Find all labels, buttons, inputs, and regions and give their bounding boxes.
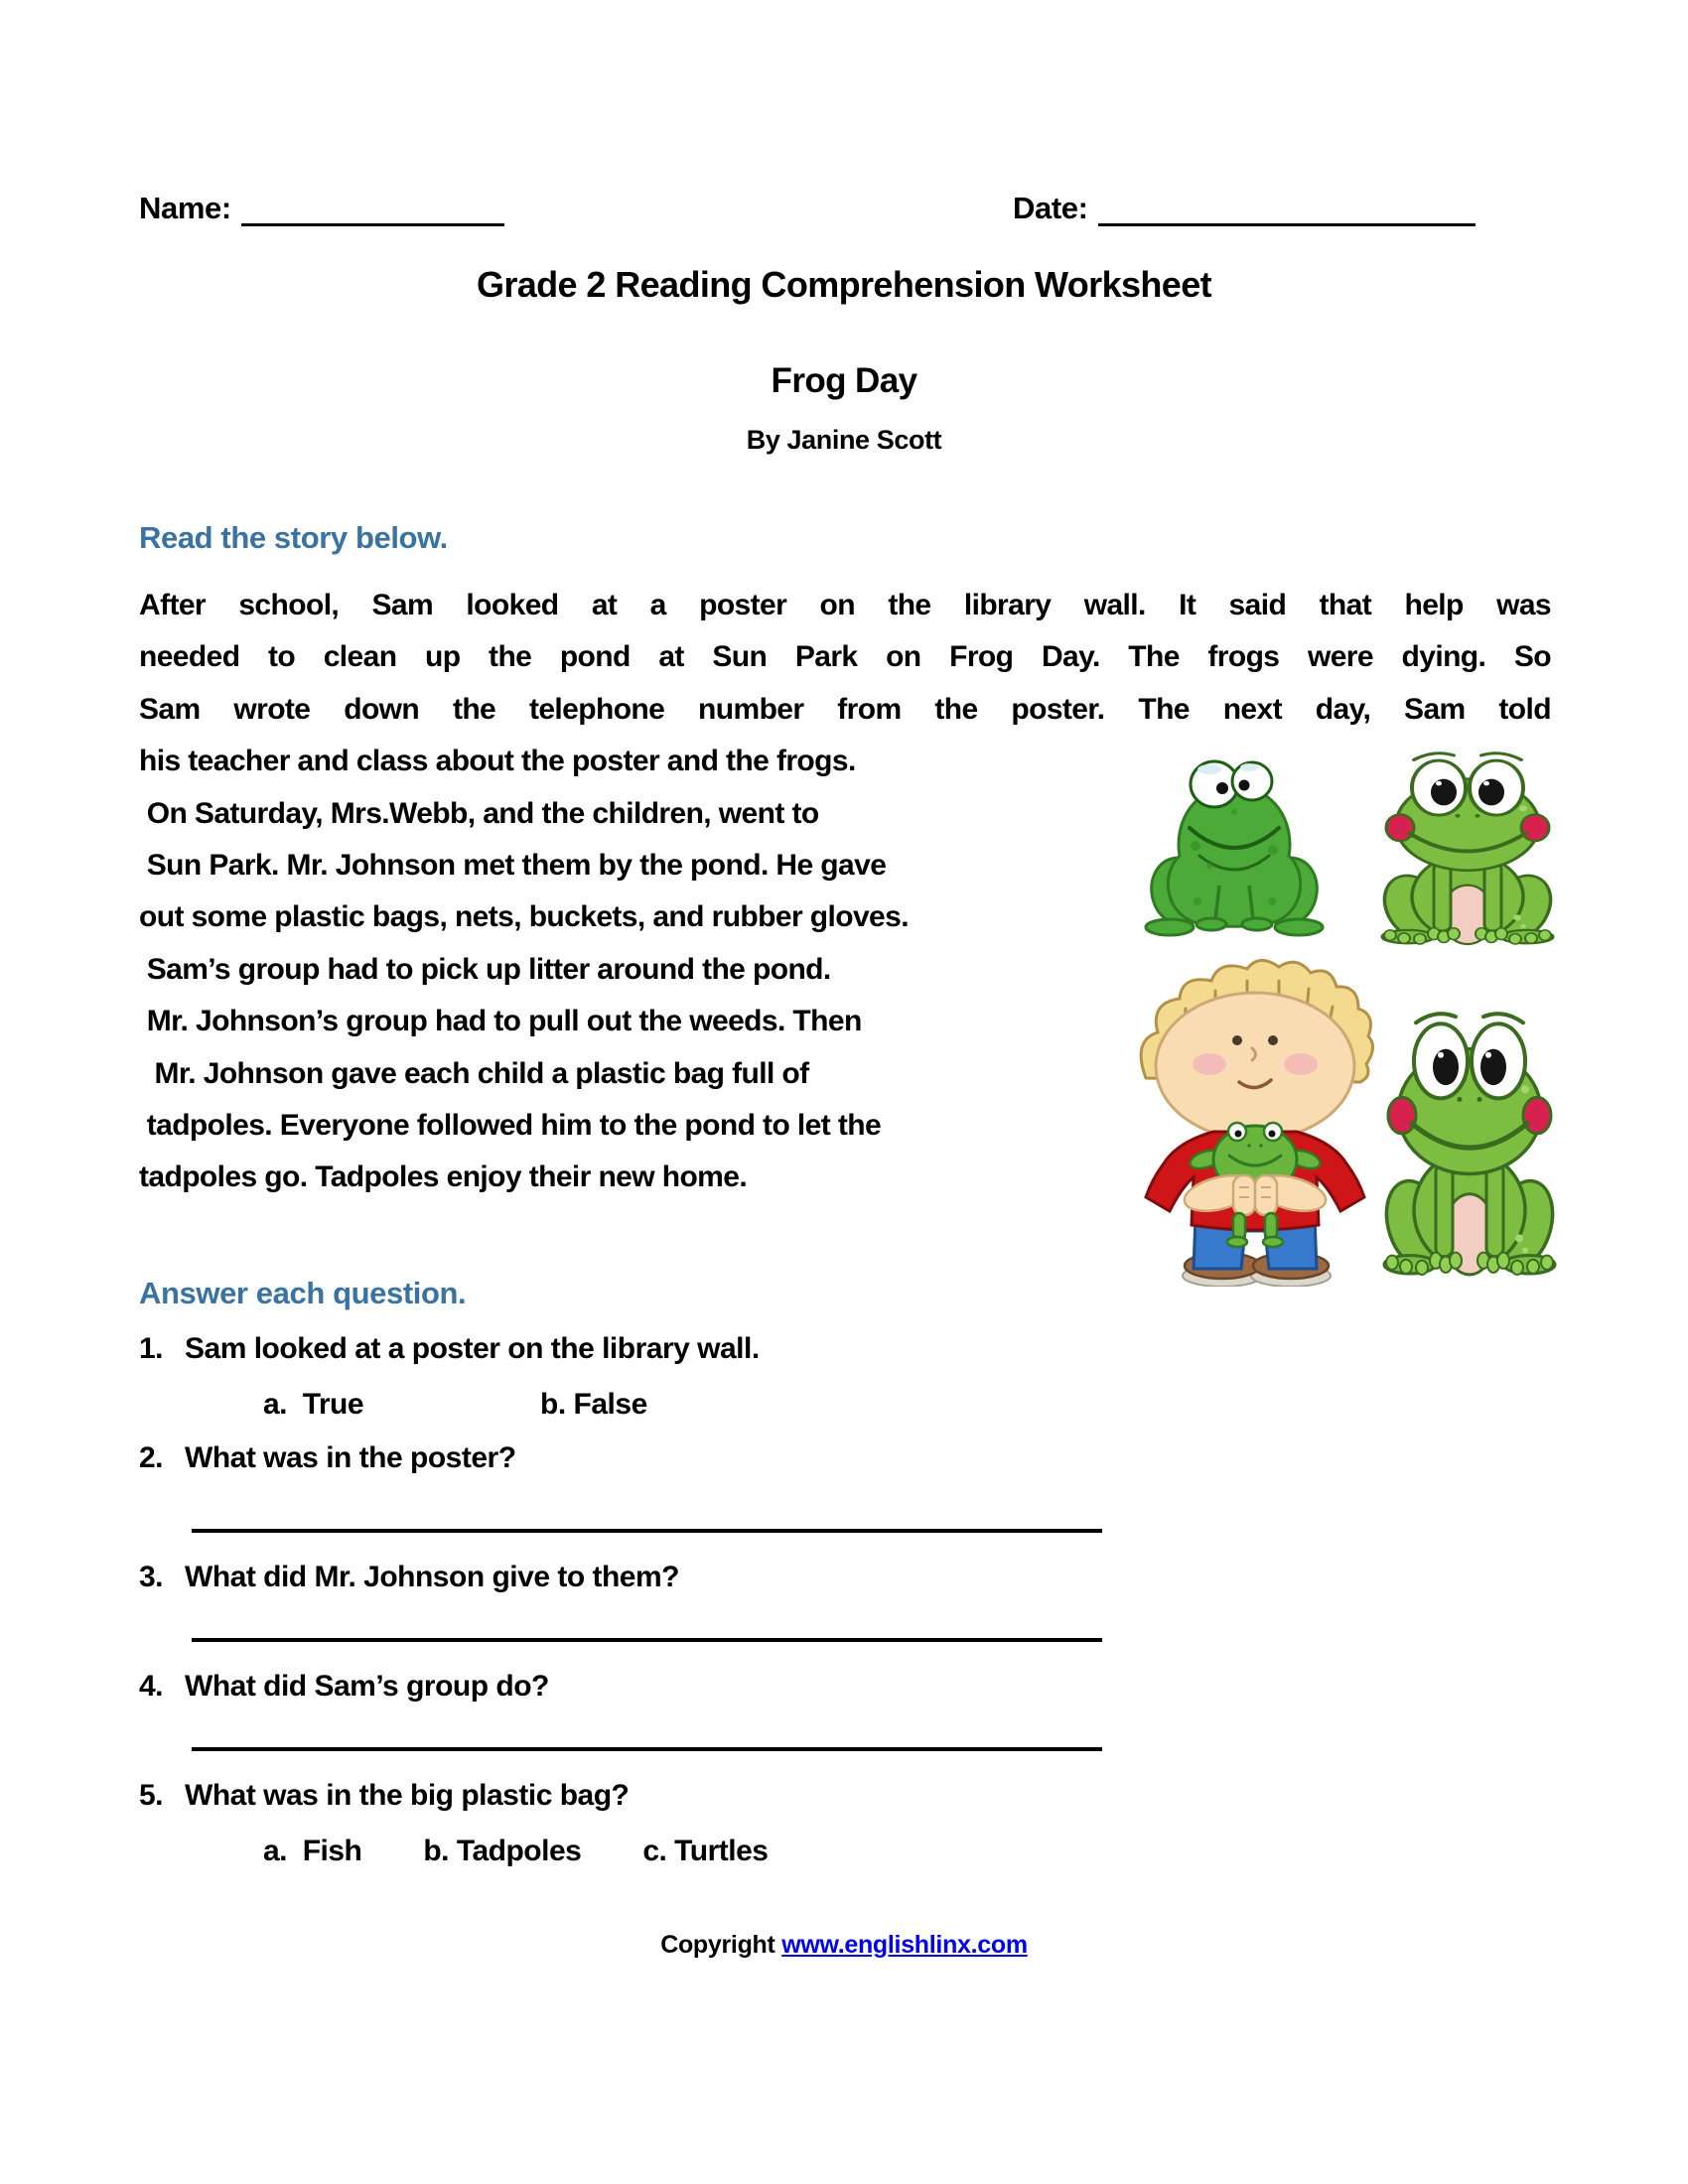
copyright-link[interactable]: www.englishlinx.com: [781, 1931, 1028, 1959]
date-label: Date:: [1013, 191, 1088, 225]
answer-line: [192, 1598, 1102, 1642]
copyright-label: Copyright: [660, 1931, 782, 1959]
page-title: Grade 2 Reading Comprehension Worksheet: [476, 264, 1212, 305]
question-number: 3.: [139, 1561, 164, 1593]
story-line: Mr. Johnson gave each child a plastic bag full of: [139, 1056, 809, 1090]
question-4: [139, 1670, 1549, 1704]
question-number: 2.: [139, 1441, 164, 1474]
story-line: out some plastic bags, nets, buckets, and rubber gloves.: [139, 900, 909, 934]
answer-line: [192, 1489, 1102, 1533]
story-title: Frog Day: [771, 361, 917, 400]
boy-holding-frog-clipart: [1120, 937, 1390, 1287]
option-c-turtles: c. Turtles: [642, 1835, 769, 1867]
question-2: [139, 1441, 1549, 1475]
frog-clipart-bottom-right: [1380, 1005, 1559, 1279]
question-1: [139, 1332, 1549, 1366]
frog-illustration: [1378, 747, 1557, 947]
option-a-true: a. True: [263, 1388, 364, 1421]
question-5: [139, 1779, 1549, 1813]
option-a-fish: a. Fish: [263, 1835, 362, 1867]
story-line: tadpoles. Everyone followed him to the pond to let the: [139, 1109, 882, 1143]
story-line: Sun Park. Mr. Johnson met them by the pond. He gave: [139, 849, 887, 883]
question-1-options: [139, 1388, 647, 1422]
question-text: What was in the big plastic bag?: [185, 1779, 630, 1812]
name-blank-line: [241, 193, 504, 226]
question-text: What did Mr. Johnson give to them?: [185, 1561, 679, 1593]
story-line: After school, Sam looked at a poster on the library wall. It said that help was: [139, 589, 1551, 621]
footer: [0, 1931, 1688, 1960]
question-number: 1.: [139, 1332, 164, 1365]
frog-clipart-top-right: [1378, 747, 1557, 947]
frog-clipart-top-left: [1140, 754, 1329, 943]
question-text: What was in the poster?: [185, 1441, 516, 1474]
story-line: Mr. Johnson’s group had to pull out the weeds. Then: [139, 1005, 862, 1038]
answer-questions-heading: Answer each question.: [139, 1276, 467, 1310]
frog-illustration: [1140, 754, 1329, 943]
story-line: Sam’s group had to pick up litter around the pond.: [139, 952, 831, 986]
story-line: On Saturday, Mrs.Webb, and the children, went to: [139, 796, 819, 830]
read-story-heading: Read the story below.: [139, 520, 448, 555]
answer-line: [192, 1707, 1102, 1751]
date-blank-line: [1098, 193, 1476, 226]
date-field: [1013, 191, 1476, 226]
question-text: What did Sam’s group do?: [185, 1670, 549, 1703]
name-label: Name:: [139, 191, 231, 225]
story-line: Sam wrote down the telephone number from the poster. The next day, Sam told: [139, 692, 1551, 726]
boy-illustration: [1120, 937, 1390, 1287]
question-text: Sam looked at a poster on the library wall.: [185, 1332, 760, 1365]
name-field: [139, 191, 504, 226]
story-line: tadpoles go. Tadpoles enjoy their new home.: [139, 1160, 748, 1194]
story-byline: By Janine Scott: [746, 425, 942, 455]
option-b-false: b. False: [540, 1388, 647, 1421]
question-3: [139, 1561, 1549, 1594]
question-5-options: [139, 1835, 768, 1868]
story-line: needed to clean up the pond at Sun Park on Frog Day. The frogs were dying. So: [139, 640, 1551, 674]
question-number: 4.: [139, 1670, 164, 1703]
question-number: 5.: [139, 1779, 164, 1812]
option-b-tadpoles: b. Tadpoles: [423, 1835, 582, 1867]
story-line: his teacher and class about the poster and the frogs.: [139, 745, 856, 778]
frog-illustration: [1380, 1005, 1559, 1279]
